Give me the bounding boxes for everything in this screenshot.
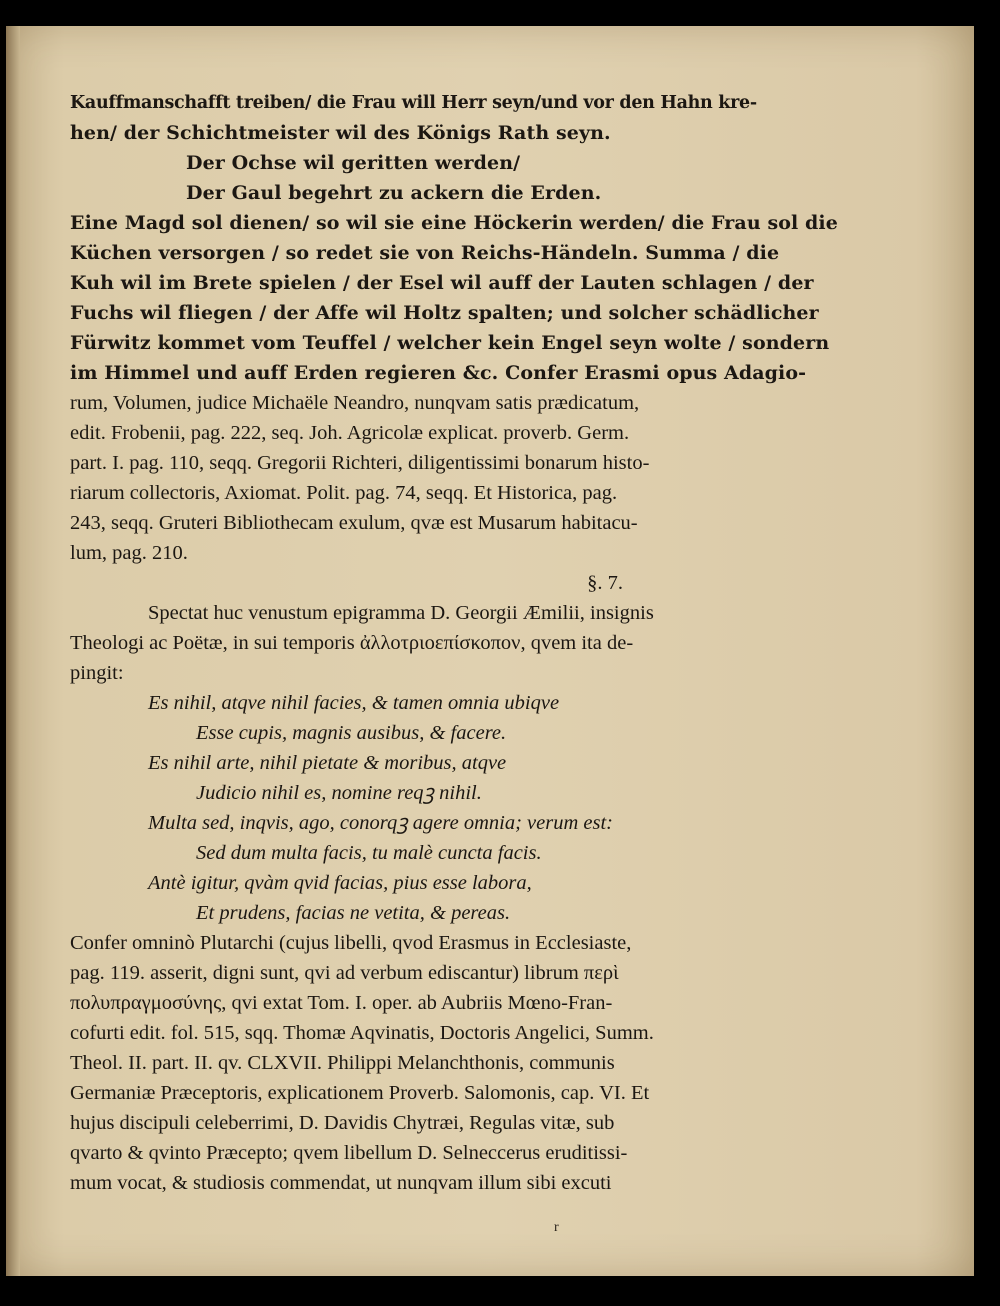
poem-line-3: Es nihil arte, nihil pietate & moribus, atqve [148, 752, 507, 774]
text-line-1: Kauffmanschafft treiben/ die Frau will Herr seyn/und vor den Hahn kre- [70, 93, 757, 113]
book-page [6, 26, 974, 1276]
text-line-6: Küchen versorgen / so redet sie von Reichs-Händeln. Summa / die [70, 242, 780, 264]
text-line-13: part. I. pag. 110, seqq. Gregorii Richteri, diligentissimi bonarum histo- [70, 452, 650, 474]
text-line-34: Germaniæ Præceptoris, explicationem Proverb. Salomonis, cap. VI. Et [70, 1082, 650, 1104]
text-line-2: hen/ der Schichtmeister wil des Königs Rath seyn. [70, 122, 611, 144]
text-line-20: pingit: [70, 662, 124, 684]
poem-line-8: Et prudens, facias ne vetita, & pereas. [196, 902, 511, 924]
text-line-5: Eine Magd sol dienen/ so wil sie eine Höckerin werden/ die Frau sol die [70, 212, 838, 234]
text-line-37: mum vocat, & studiosis commendat, ut nunqvam illum sibi excuti [70, 1172, 612, 1194]
text-line-33: Theol. II. part. II. qv. CLXVII. Philippi Melanchthonis, communis [70, 1052, 615, 1074]
text-line-4: Der Gaul begehrt zu ackern die Erden. [186, 182, 602, 204]
text-line-29: Confer omninò Plutarchi (cujus libelli, qvod Erasmus in Ecclesiaste, [70, 932, 632, 954]
section-number: §. 7. [587, 572, 623, 594]
poem-line-7: Antè igitur, qvàm qvid facias, pius esse labora, [148, 872, 532, 894]
page-text [70, 88, 838, 1198]
text-line-12: edit. Frobenii, pag. 222, seq. Joh. Agricolæ explicat. proverb. Germ. [70, 422, 630, 444]
poem-line-5: Multa sed, inqvis, ago, conorqꝫ agere omnia; verum est: [148, 812, 613, 834]
text-line-8: Fuchs wil fliegen / der Affe wil Holtz spalten; und solcher schädlicher [70, 302, 819, 324]
text-line-15: 243, seqq. Gruteri Bibliothecam exulum, qvæ est Musarum habitacu- [70, 512, 638, 534]
signature-mark: r [554, 1220, 559, 1235]
text-line-7: Kuh wil im Brete spielen / der Esel wil auff der Lauten schlagen / der [70, 272, 814, 294]
poem-line-6: Sed dum multa facis, tu malè cuncta facis. [196, 842, 542, 864]
text-line-32: cofurti edit. fol. 515, sqq. Thomæ Aqvinatis, Doctoris Angelici, Summ. [70, 1022, 654, 1044]
poem-line-2: Esse cupis, magnis ausibus, & facere. [196, 722, 507, 744]
text-line-36: qvarto & qvinto Præcepto; qvem libellum D. Selneccerus eruditissi- [70, 1142, 628, 1164]
text-line-11: rum, Volumen, judice Michaële Neandro, nunqvam satis prædicatum, [70, 392, 640, 414]
text-line-3: Der Ochse wil geritten werden/ [186, 152, 521, 174]
page-spine-shadow [6, 26, 20, 1276]
text-line-31: πολυπραγμοσύνης, qvi extat Tom. I. oper. ab Aubriis Mœno-Fran- [70, 992, 613, 1014]
text-line-30: pag. 119. asserit, digni sunt, qvi ad verbum ediscantur) librum περὶ [70, 962, 619, 984]
text-line-16: lum, pag. 210. [70, 542, 188, 564]
text-line-35: hujus discipuli celeberrimi, D. Davidis Chytræi, Regulas vitæ, sub [70, 1112, 615, 1134]
poem-line-1: Es nihil, atqve nihil facies, & tamen omnia ubiqve [148, 692, 560, 714]
text-line-18: Spectat huc venustum epigramma D. Georgii Æmilii, insignis [148, 602, 654, 624]
text-line-14: riarum collectoris, Axiomat. Polit. pag. 74, seqq. Et Historica, pag. [70, 482, 618, 504]
text-line-9: Fürwitz kommet vom Teuffel / welcher kein Engel seyn wolte / sondern [70, 332, 830, 354]
poem-line-4: Judicio nihil es, nomine reqꝫ nihil. [196, 782, 482, 804]
text-line-10: im Himmel und auff Erden regieren &c. Confer Erasmi opus Adagio- [70, 362, 807, 384]
text-line-19: Theologi ac Poëtæ, in sui temporis ἀλλοτριοεπίσκοπον, qvem ita de- [70, 632, 634, 654]
